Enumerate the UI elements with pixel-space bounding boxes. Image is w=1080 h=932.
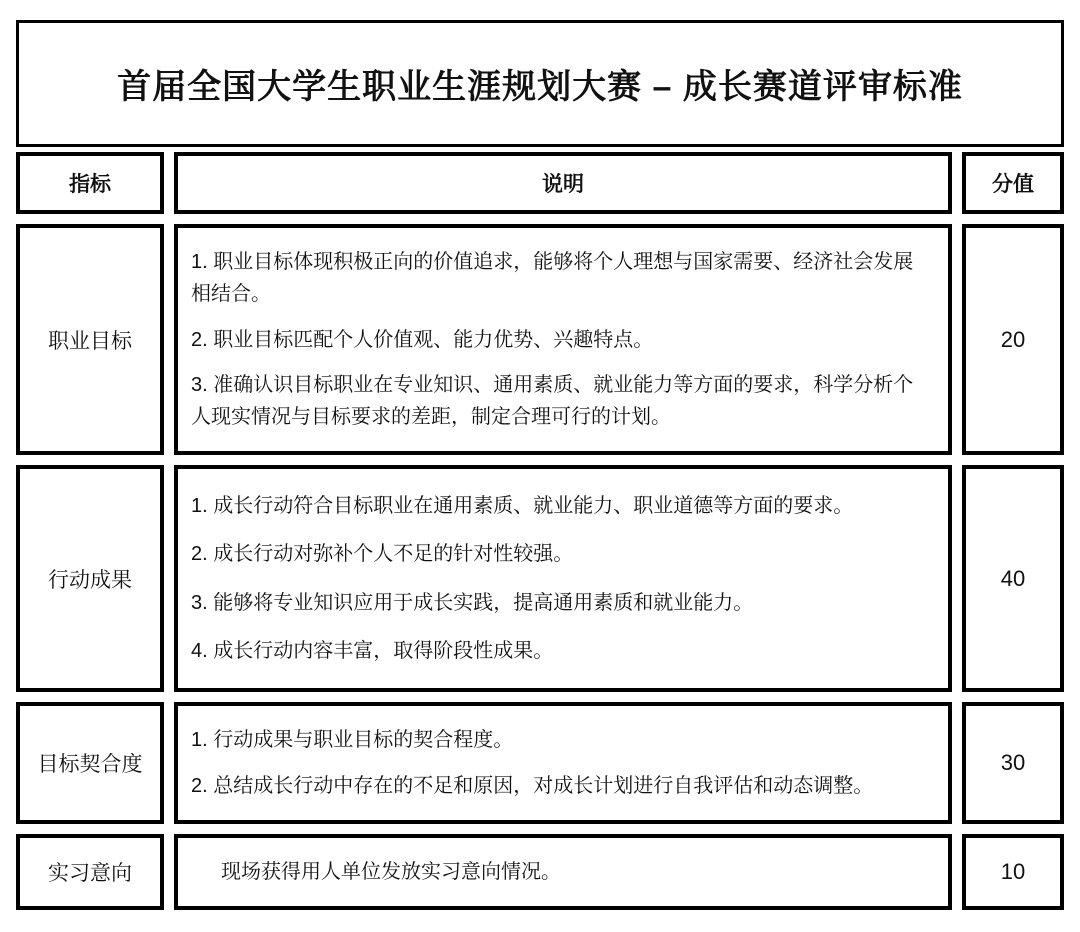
row-description-goal-fit xyxy=(174,702,952,824)
row-indicator-goal-fit: 目标契合度 xyxy=(16,702,164,824)
header-score: 分值 xyxy=(962,152,1064,214)
row-score-goal-fit: 30 xyxy=(962,702,1064,824)
row-indicator-internship-intention: 实习意向 xyxy=(16,834,164,910)
criterion-item: 2. 成长行动对弥补个人不足的针对性较强。 xyxy=(191,543,574,566)
criterion-item: 3. 准确认识目标职业在专业知识、通用素质、就业能力等方面的要求，科学分析个人现实情况与目标要求的差距，制定合理可行的计划。 xyxy=(191,374,914,429)
header-indicator: 指标 xyxy=(16,152,164,214)
criterion-item: 1. 行动成果与职业目标的契合程度。 xyxy=(191,729,514,751)
row-score-internship-intention: 10 xyxy=(962,834,1064,910)
criterion-item: 现场获得用人单位发放实习意向情况。 xyxy=(221,861,561,883)
row-description-action-results xyxy=(174,465,952,692)
row-indicator-action-results: 行动成果 xyxy=(16,465,164,692)
criterion-item: 1. 职业目标体现积极正向的价值追求，能够将个人理想与国家需要、经济社会发展相结合。 xyxy=(191,250,914,305)
criteria-table xyxy=(16,152,1064,910)
row-indicator-career-goal: 职业目标 xyxy=(16,224,164,455)
page-title: 首届全国大学生职业生涯规划大赛 – 成长赛道评审标准 xyxy=(117,68,963,106)
row-description-career-goal xyxy=(174,224,952,455)
row-description-internship-intention xyxy=(174,834,952,910)
row-score-action-results: 40 xyxy=(962,465,1064,692)
criterion-item: 2. 总结成长行动中存在的不足和原因，对成长计划进行自我评估和动态调整。 xyxy=(191,775,874,797)
title-box xyxy=(16,20,1064,147)
criterion-item: 3. 能够将专业知识应用于成长实践，提高通用素质和就业能力。 xyxy=(191,591,754,614)
criterion-item: 4. 成长行动内容丰富，取得阶段性成果。 xyxy=(191,640,554,663)
criterion-item: 2. 职业目标匹配个人价值观、能力优势、兴趣特点。 xyxy=(191,328,654,351)
row-score-career-goal: 20 xyxy=(962,224,1064,455)
criterion-item: 1. 成长行动符合目标职业在通用素质、就业能力、职业道德等方面的要求。 xyxy=(191,494,854,517)
header-description: 说明 xyxy=(174,152,952,214)
